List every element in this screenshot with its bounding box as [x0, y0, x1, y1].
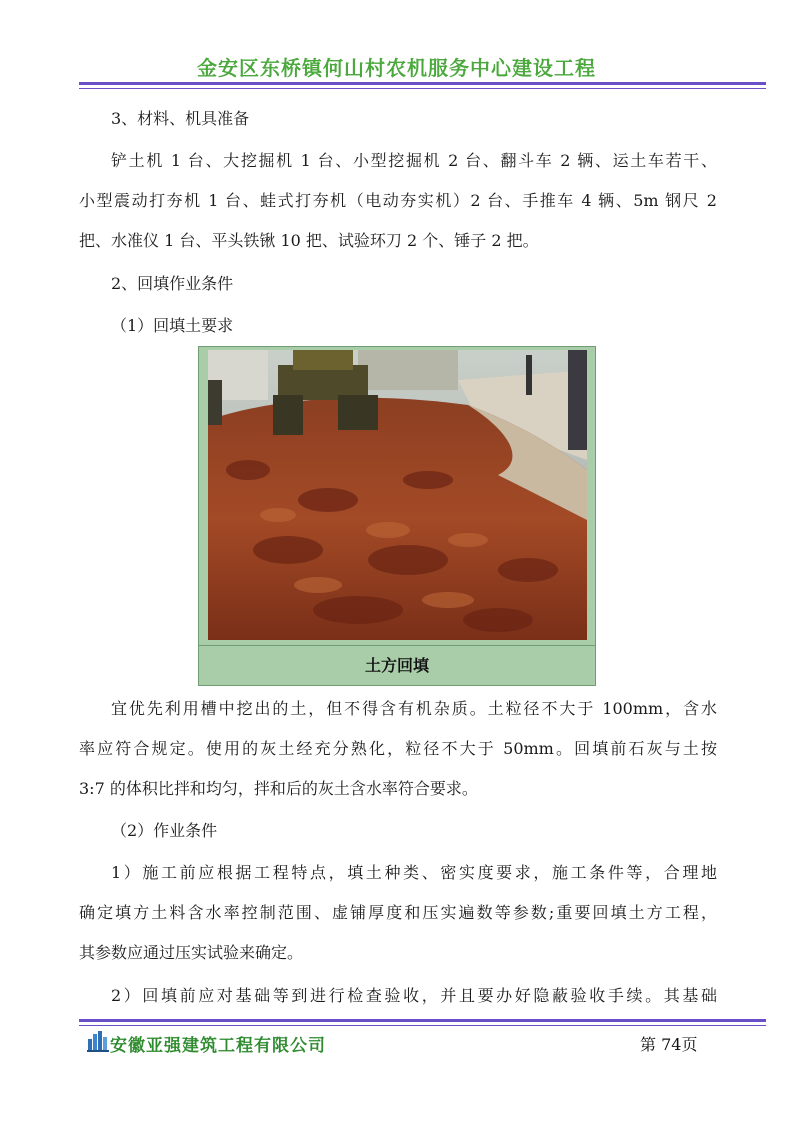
building-logo-icon: [87, 1030, 109, 1052]
footer-rule-thick: [79, 1019, 766, 1022]
paragraph-line: 其参数应通过压实试验来确定。: [79, 943, 304, 962]
page-number: 第 74页: [640, 1035, 698, 1054]
paragraph-line: 小型震动打夯机 1 台、蛙式打夯机（电动夯实机）2 台、手推车 4 辆、5m 钢尺 2: [79, 191, 717, 210]
paragraph-line: 3:7 的体积比拌和均匀，拌和后的灰土含水率符合要求。: [79, 779, 478, 798]
figure: [198, 346, 596, 686]
footer-company: 安徽亚强建筑工程有限公司: [110, 1036, 326, 1056]
header-rule-thick: [79, 82, 766, 85]
paragraph-heading: （1）回填土要求: [111, 316, 234, 335]
excavator-soil-photo: [208, 350, 587, 640]
paragraph-line: 1）施工前应根据工程特点，填土种类、密实度要求，施工条件等，合理地: [111, 863, 717, 882]
paragraph-line: 宜优先利用槽中挖出的土，但不得含有机杂质。土粒径不大于 100mm，含水: [111, 699, 717, 718]
paragraph-heading: （2）作业条件: [111, 821, 218, 840]
paragraph-line: 确定填方土料含水率控制范围、虚铺厚度和压实遍数等参数;重要回填土方工程，: [79, 903, 717, 922]
paragraph-heading: 2、回填作业条件: [111, 274, 234, 293]
header-rule-thin: [79, 88, 766, 89]
figure-caption: 土方回填: [199, 645, 595, 686]
paragraph-heading: 3、材料、机具准备: [111, 109, 250, 128]
paragraph-line: 率应符合规定。使用的灰土经充分熟化，粒径不大于 50mm。回填前石灰与土按: [79, 739, 717, 758]
footer-rule-thin: [79, 1025, 766, 1026]
paragraph-line: 把、水准仪 1 台、平头铁锹 10 把、试验环刀 2 个、锤子 2 把。: [79, 231, 539, 250]
header-title: 金安区东桥镇何山村农机服务中心建设工程: [197, 56, 596, 80]
paragraph-line: 铲土机 1 台、大挖掘机 1 台、小型挖掘机 2 台、翻斗车 2 辆、运土车若干、: [111, 151, 717, 170]
paragraph-line: 2）回填前应对基础等到进行检查验收，并且要办好隐蔽验收手续。其基础: [111, 986, 717, 1005]
